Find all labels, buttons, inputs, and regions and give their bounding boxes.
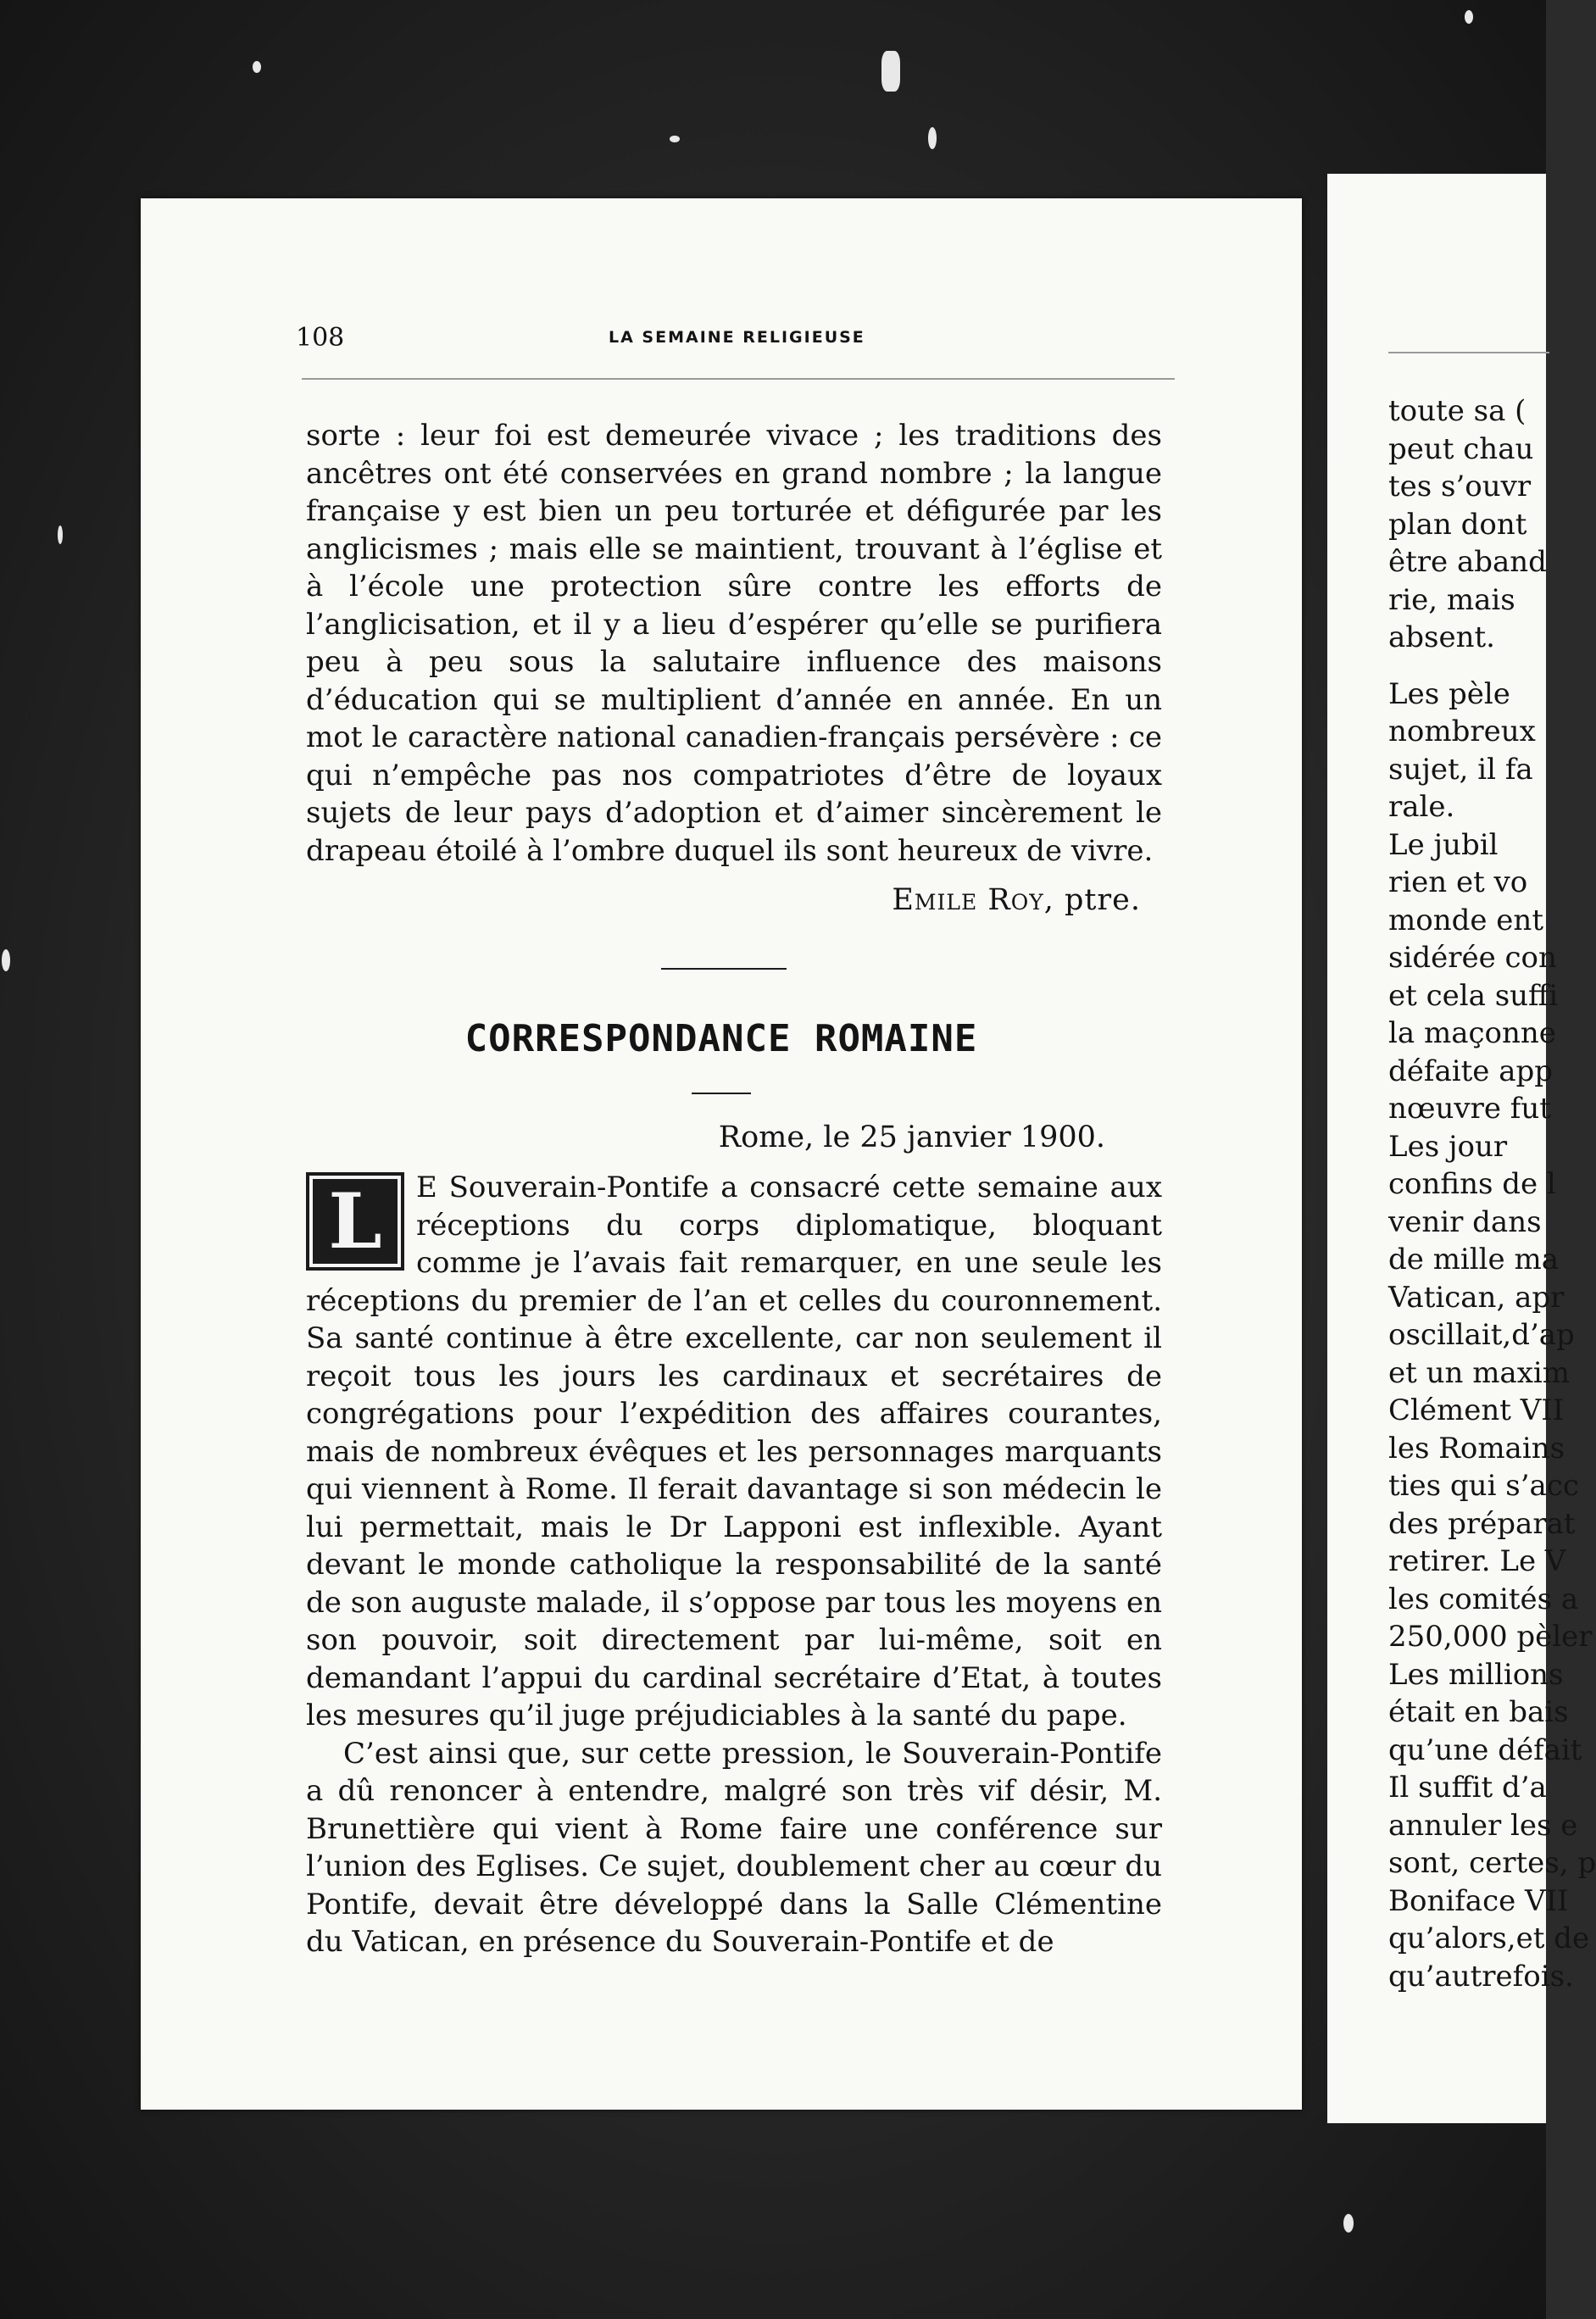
facing-page-line: rie, mais	[1388, 582, 1515, 617]
facing-page-line: la maçonne	[1388, 1016, 1556, 1050]
facing-page-line: qu’une défait	[1388, 1732, 1582, 1767]
facing-page-line: rien et vo	[1388, 865, 1528, 899]
dust-speck	[670, 136, 680, 142]
facing-page-line: ties qui s’acc	[1388, 1469, 1579, 1503]
dust-speck	[58, 526, 63, 544]
facing-page-line: et cela suffi	[1388, 978, 1559, 1013]
facing-page-line: sidérée con	[1388, 941, 1557, 975]
facing-page-line: des préparat	[1388, 1506, 1576, 1541]
article-paragraph-1	[306, 1169, 1162, 1735]
facing-page-line: Il suffit d’a	[1388, 1771, 1547, 1805]
facing-page-line: absent.	[1388, 620, 1495, 654]
facing-page-line: Clément VII	[1388, 1393, 1565, 1427]
facing-page-line: confins de l	[1388, 1167, 1556, 1201]
opening-section	[306, 417, 1162, 870]
signature-suffix: , ptre.	[1043, 883, 1141, 917]
book-page	[141, 198, 1302, 2110]
facing-page-line: oscillait,d’ap	[1388, 1318, 1575, 1352]
facing-page-line: qu’autrefois.	[1388, 1959, 1574, 1994]
facing-page-line: était en bais	[1388, 1695, 1569, 1729]
running-title: LA SEMAINE RELIGIEUSE	[609, 328, 865, 347]
article-body	[306, 1169, 1162, 1961]
facing-page-line: tes s’ouvr	[1388, 470, 1532, 503]
header-rule	[302, 378, 1175, 380]
facing-page-line: les comités a	[1388, 1582, 1579, 1616]
dust-speck	[1343, 2214, 1354, 2233]
facing-page-line: de mille ma	[1388, 1243, 1559, 1276]
dust-speck	[253, 61, 261, 73]
facing-page-line: défaite app	[1388, 1054, 1554, 1088]
facing-page-line: sont, certes, p	[1388, 1846, 1596, 1880]
dateline: Rome, le 25 janvier 1900.	[718, 1121, 1105, 1154]
facing-page-line: Les pèle	[1388, 676, 1510, 711]
facing-page	[1327, 174, 1596, 2123]
facing-page-line: être aband	[1388, 545, 1547, 579]
article-paragraph-2: C’est ainsi que, sur cette pression, le Souverain-Pontife a dû renoncer à entendre, malgré son très vif désir, M. Brunettière qui vient à Rome faire une conférence sur l’union des Eglises. Ce sujet, doublement cher au cœur du Pontife, devait être développé dans la Salle Clémentine du Vatican, en présence du Souverain-Pontife et de	[306, 1736, 1162, 1959]
facing-page-line: Vatican, apr	[1388, 1280, 1565, 1315]
title-underline	[692, 1093, 751, 1094]
facing-page-line: sujet, il fa	[1388, 752, 1533, 787]
facing-page-line: monde ent	[1388, 903, 1543, 937]
facing-page-line: qu’alors,et de	[1388, 1921, 1590, 1955]
facing-page-line: venir dans	[1388, 1204, 1542, 1239]
opening-paragraph: sorte : leur foi est demeurée vivace ; les traditions des ancêtres ont été conservées en grand nombre ; la langue française y est bien un peu torturée et défigurée par les anglicismes ; mais elle se maintient, trouvant à l’église et à l’école une protection sûre contre les efforts de l’anglicisation, et il y a lieu d’espérer qu’elle se purifiera peu à peu sous la salutaire influence des maisons d’éducation qui se multiplient d’année en année. En un mot le caractère national canadien-français persévère : ce qui n’empêche pas nos compatriotes d’être de loyaux sujets de leur pays d’adoption et d’aimer sincèrement le drapeau étoilé à l’ombre duquel ils sont heureux de vivre.	[306, 419, 1162, 868]
article-paragraph-1-text: E Souverain-Pontife a consacré cette semaine aux réceptions du corps diplomatique, bloquant comme je l’avais fait remarquer, en une seule les réceptions du premier de l’an et celles du couronnement. Sa santé continue à être excellente, car non seulement il reçoit tous les jours les cardinaux et secrétaires de congrégations pour l’expédition des affaires courantes, mais de nombreux évêques et les personnages marquants qui viennent à Rome. Il ferait davantage si son médecin le lui permettait, mais le Dr Lapponi est inflexible. Ayant devant le monde catholique la responsabilité de la santé de son auguste malade, il s’oppose par tous les moyens en son pouvoir, soit directement par lui-même, soit en demandant l’appui du cardinal secrétaire d’Etat, à toutes les mesures qu’il juge préjudiciables à la santé du pape.	[306, 1171, 1162, 1732]
dust-speck	[2, 949, 10, 971]
facing-header-rule	[1388, 352, 1549, 353]
drop-cap: L	[306, 1172, 404, 1271]
facing-page-line: Boniface VII	[1388, 1883, 1569, 1918]
dust-speck	[928, 127, 937, 149]
signature-name: Emile Roy	[892, 883, 1044, 917]
signature	[892, 883, 1141, 917]
facing-page-line: 250,000 pèler	[1388, 1620, 1593, 1654]
facing-page-line: les Romains	[1388, 1431, 1565, 1465]
facing-page-line: et un maxim	[1388, 1355, 1570, 1390]
section-divider	[661, 968, 787, 970]
facing-page-line: toute sa (	[1388, 394, 1526, 428]
facing-page-line: nombreux	[1388, 715, 1536, 748]
article-title: CORRESPONDANCE ROMAINE	[464, 1017, 978, 1060]
dust-speck	[881, 51, 900, 92]
facing-page-line: retirer. Le V	[1388, 1544, 1566, 1578]
facing-page-line: nœuvre fut	[1388, 1092, 1551, 1126]
running-head	[141, 323, 1302, 357]
dust-speck	[1465, 10, 1473, 24]
facing-page-line: Le jubil	[1388, 827, 1499, 862]
facing-page-line: annuler les e	[1388, 1808, 1578, 1843]
page-number: 108	[296, 323, 345, 353]
facing-page-line: Les jour	[1388, 1129, 1508, 1164]
facing-page-line: Les millions	[1388, 1657, 1564, 1692]
facing-page-line: plan dont	[1388, 507, 1527, 542]
facing-page-line: rale.	[1388, 790, 1455, 824]
facing-page-line: peut chau	[1388, 431, 1534, 466]
